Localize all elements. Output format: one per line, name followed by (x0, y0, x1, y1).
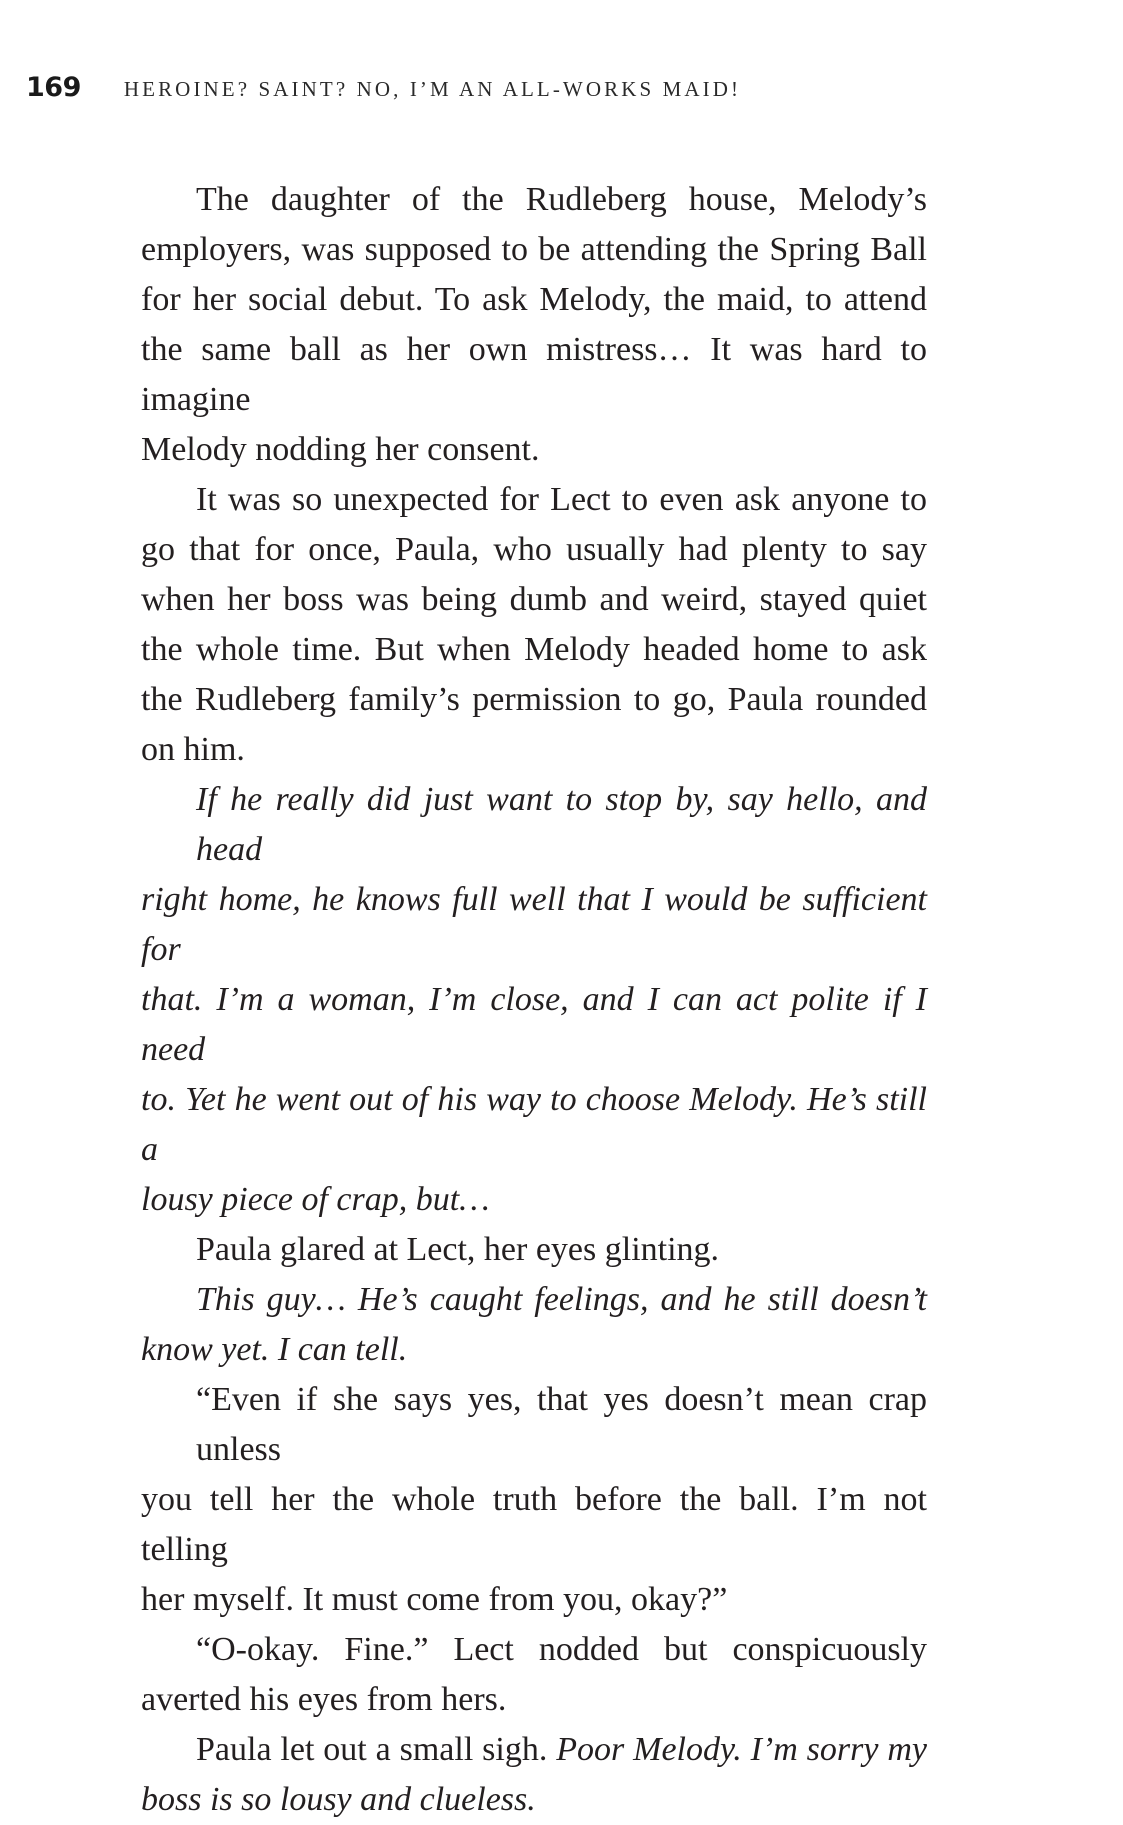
text-line: when her boss was being dumb and weird, stayed quiet (141, 581, 927, 618)
text-line: boss is so lousy and clueless. (141, 1781, 536, 1818)
running-title: HEROINE? SAINT? NO, I’M AN ALL-WORKS MAID! (123, 77, 742, 101)
text-line: her myself. It must come from you, okay?” (141, 1581, 728, 1618)
text-line: “O-okay. Fine.” Lect nodded but conspicuously (196, 1631, 927, 1668)
text-line: averted his eyes from hers. (141, 1681, 507, 1718)
text-line: go that for once, Paula, who usually had plenty to say (141, 531, 927, 568)
paragraph (141, 475, 927, 775)
text-line: the whole time. But when Melody headed home to ask (141, 631, 927, 668)
text-line: It was so unexpected for Lect to even ask anyone to (196, 481, 927, 518)
text-line: on him. (141, 731, 245, 768)
text-line: “Even if she says yes, that yes doesn’t mean crap unless (196, 1381, 927, 1468)
page-header (26, 72, 741, 112)
text-line: the Rudleberg family’s permission to go, Paula rounded (141, 681, 927, 718)
paragraph (141, 175, 927, 475)
text-line: Paula glared at Lect, her eyes glinting. (196, 1231, 720, 1268)
text-line: This guy… He’s caught feelings, and he still doesn’t (196, 1281, 927, 1318)
text-line: employers, was supposed to be attending the Spring Ball (141, 231, 927, 268)
body-text (141, 175, 927, 1825)
text-line: lousy piece of crap, but… (141, 1181, 490, 1218)
text-line: that. I’m a woman, I’m close, and I can act polite if I need (141, 981, 927, 1068)
text-line: to. Yet he went out of his way to choose Melody. He’s still a (141, 1081, 927, 1168)
italic-paragraph (141, 1275, 927, 1375)
paragraph (141, 1725, 927, 1825)
text-line: you tell her the whole truth before the ball. I’m not telling (141, 1481, 927, 1568)
italic-paragraph (141, 775, 927, 1225)
text-line: The daughter of the Rudleberg house, Melody’s (196, 181, 927, 218)
text-line: the same ball as her own mistress… It was hard to imagine (141, 331, 927, 418)
text-line: know yet. I can tell. (141, 1331, 408, 1368)
paragraph (141, 1375, 927, 1625)
text-line: for her social debut. To ask Melody, the maid, to attend (141, 281, 927, 318)
text-span: Paula let out a small sigh. (196, 1731, 548, 1768)
paragraph (141, 1625, 927, 1725)
text-line (141, 1725, 927, 1775)
text-line: Melody nodding her consent. (141, 431, 540, 468)
paragraph (141, 1225, 927, 1275)
text-line: right home, he knows full well that I would be sufficient for (141, 881, 927, 968)
text-line: If he really did just want to stop by, say hello, and head (196, 781, 927, 868)
italic-span: Poor Melody. I’m sorry my (556, 1731, 927, 1768)
page-number: 169 (26, 72, 81, 103)
